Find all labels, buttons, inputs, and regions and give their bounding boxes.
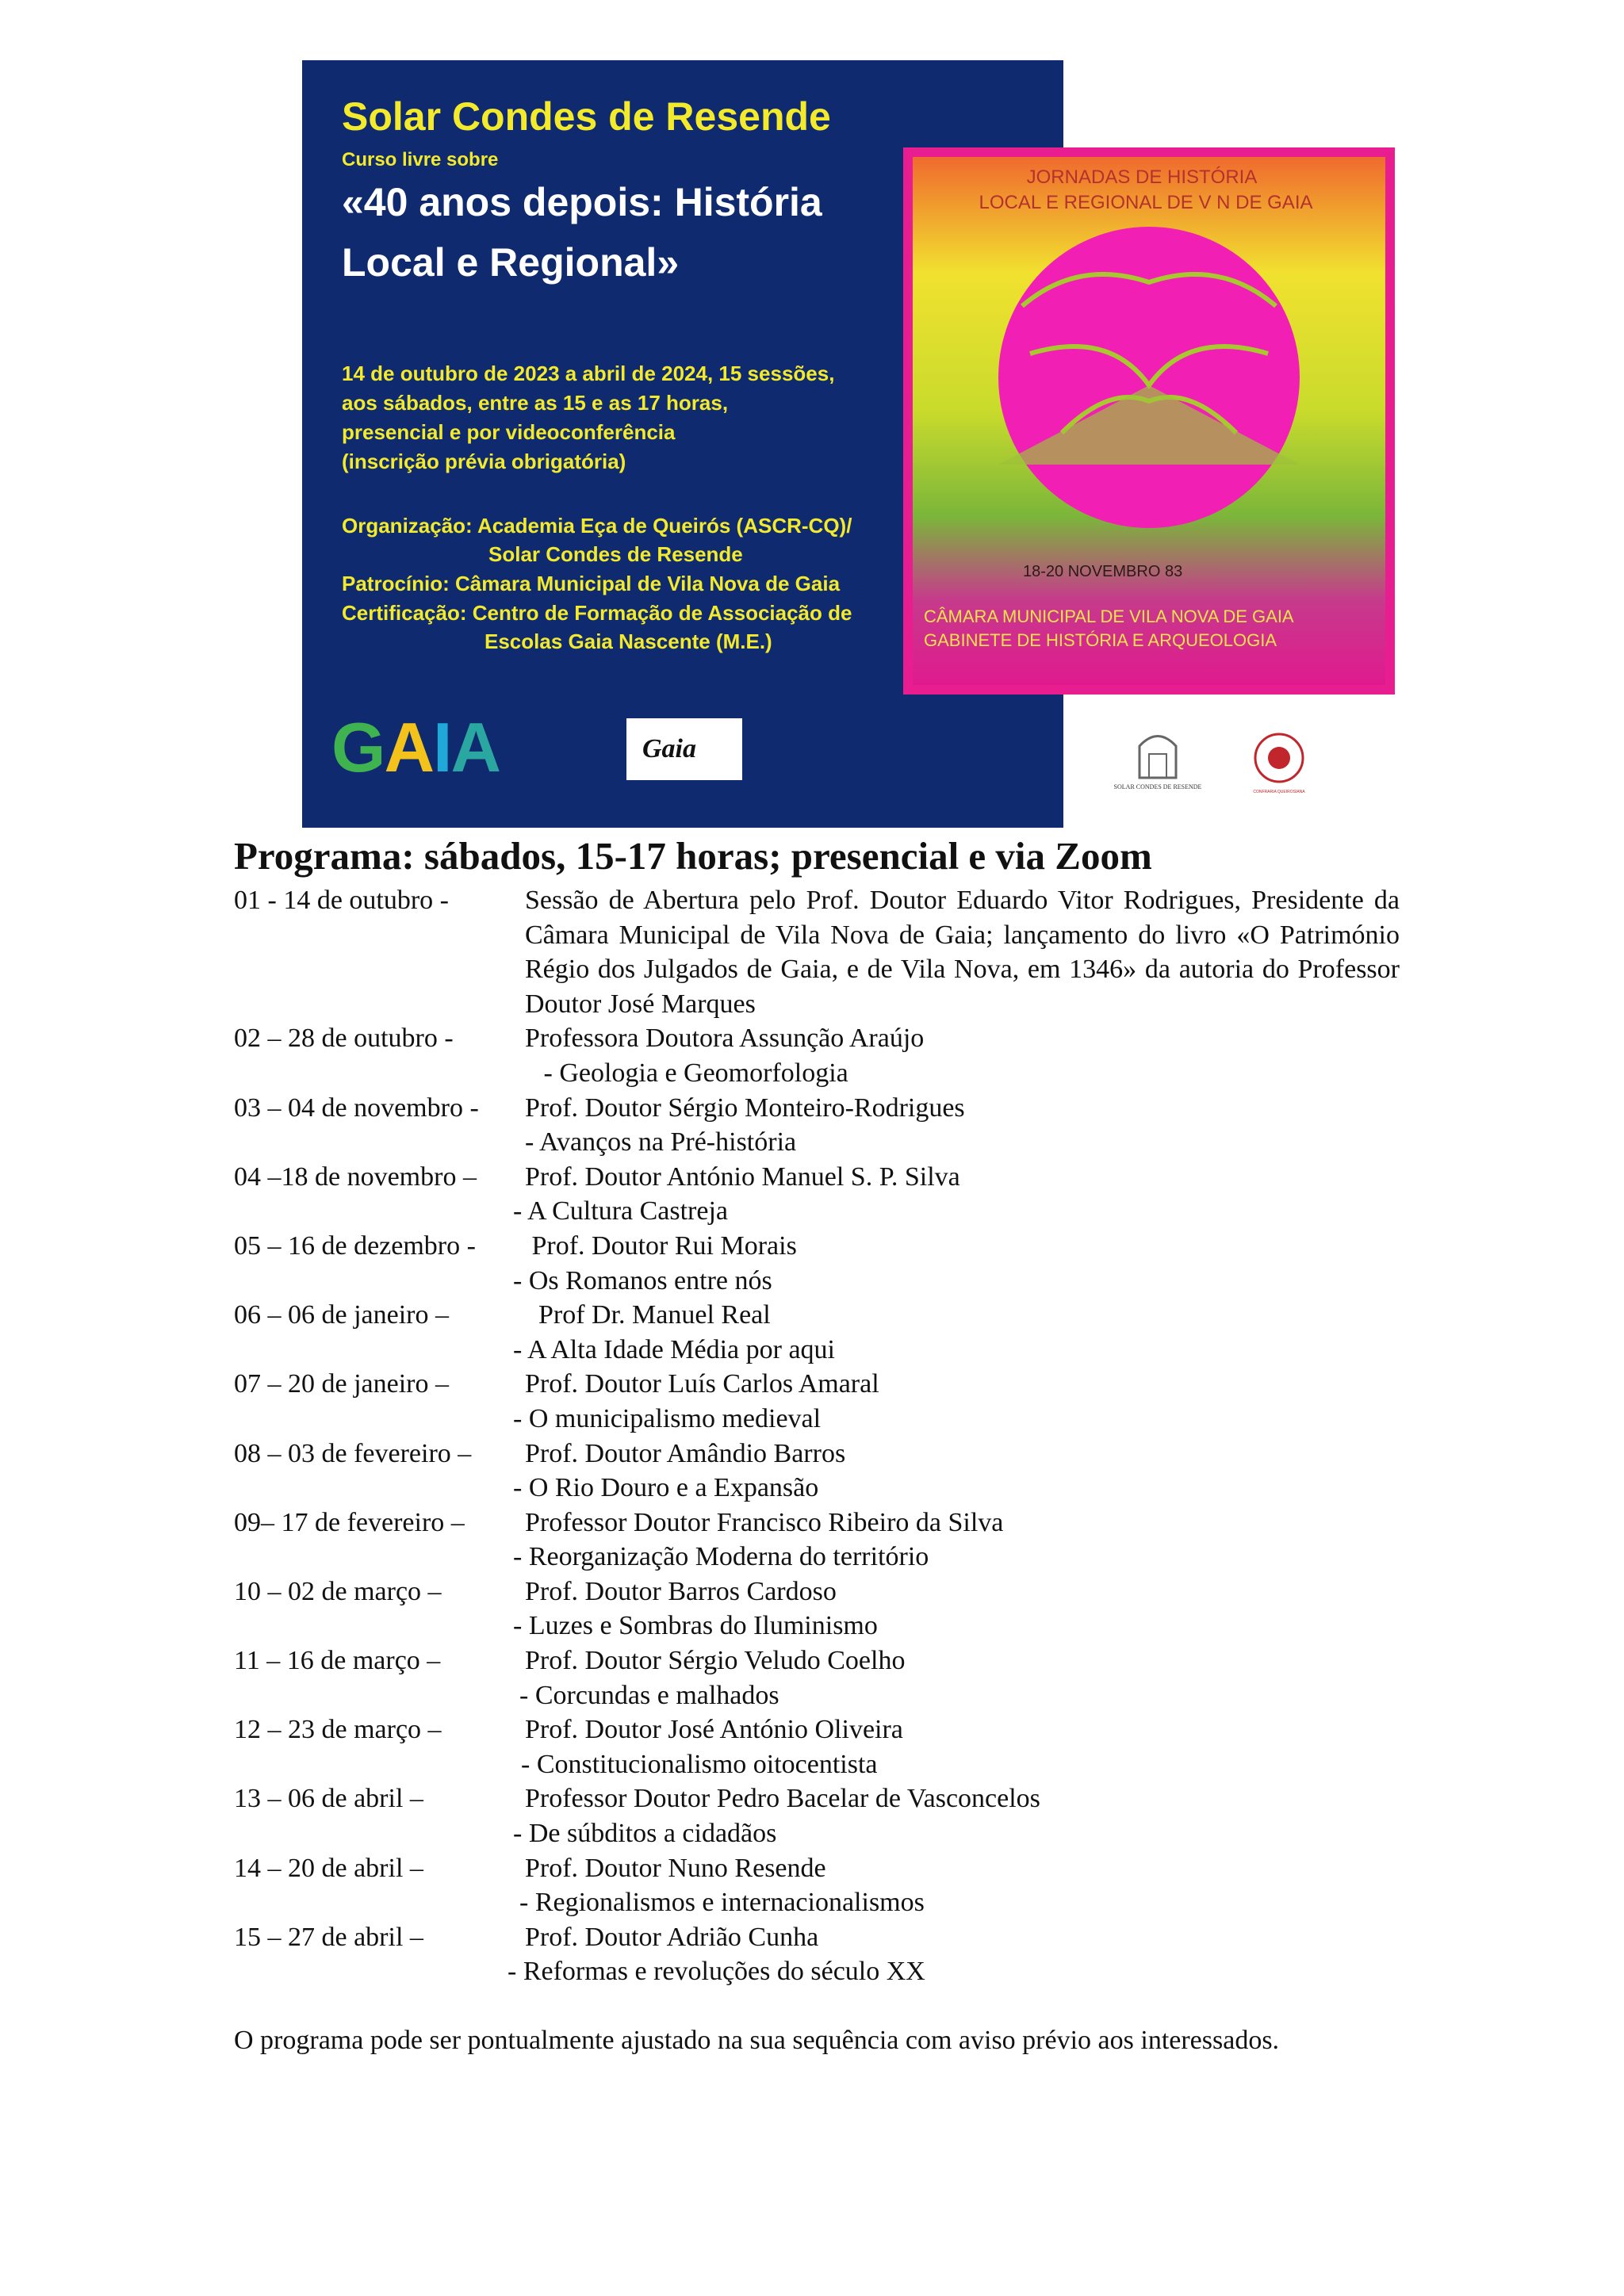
session-date: 13 – 06 de abril – (234, 1784, 423, 1814)
session-speaker: Professor Doutor Pedro Bacelar de Vasconcelos (525, 1784, 1040, 1814)
session-topic: - O Rio Douro e a Expansão (513, 1473, 819, 1503)
session-speaker: Prof. Doutor Amândio Barros (525, 1438, 846, 1468)
session-row (234, 1781, 1400, 1850)
session-speaker: Prof. Doutor António Manuel S. P. Silva (525, 1161, 960, 1192)
session-row (234, 1367, 1400, 1436)
session-row (234, 1160, 1400, 1229)
flyer-subtitle: Curso livre sobre (342, 149, 499, 170)
session-speaker: Prof. Doutor Sérgio Veludo Coelho (525, 1646, 906, 1676)
session-row (234, 1712, 1400, 1781)
session-date: 06 – 06 de janeiro – (234, 1300, 449, 1330)
session-speaker: Prof. Doutor Adrião Cunha (525, 1922, 819, 1952)
confraria-queirosiana-logo: CONFRARIA QUEIROSIANA (1246, 718, 1312, 798)
session-row (234, 1437, 1400, 1506)
session-speaker: Prof. Doutor Barros Cardoso (525, 1576, 837, 1606)
flyer-title: Solar Condes de Resende (342, 94, 831, 139)
session-date: 02 – 28 de outubro - (234, 1024, 454, 1054)
session-date: 15 – 27 de abril – (234, 1922, 423, 1952)
session-date: 03 – 04 de novembro - (234, 1093, 479, 1123)
session-row (234, 1575, 1400, 1644)
solar-condes-logo: SOLAR CONDES DE RESENDE (1100, 718, 1216, 798)
program-section (234, 834, 1400, 2058)
program-note: O programa pode ser pontualmente ajustado na sua sequência com aviso prévio aos interessados. (234, 2026, 1280, 2055)
session-row (234, 1021, 1400, 1090)
poster-bottom-line1: CÂMARA MUNICIPAL DE VILA NOVA DE GAIA (924, 607, 1294, 626)
pink-globe-shape (998, 227, 1300, 528)
session-topic: - De súbditos a cidadãos (513, 1819, 777, 1849)
session-speaker: Professora Doutora Assunção Araújo (525, 1024, 925, 1054)
poster-top-line2: LOCAL E REGIONAL DE V N DE GAIA (979, 192, 1313, 213)
flyer-credit-line: Organização: Academia Eça de Queirós (ASCR-CQ)/ (342, 514, 852, 538)
session-date: 07 – 20 de janeiro – (234, 1369, 449, 1399)
session-speaker: Prof. Doutor Nuno Resende (525, 1853, 826, 1883)
gaia-logo: GAIA (331, 708, 500, 786)
poster-bottom-line2: GABINETE DE HISTÓRIA E ARQUEOLOGIA (924, 630, 1277, 650)
session-row (234, 1644, 1400, 1712)
session-speaker: Professor Doutor Francisco Ribeiro da Silva (525, 1507, 1004, 1537)
session-date: 12 – 23 de março – (234, 1715, 442, 1745)
session-row (234, 1229, 1400, 1298)
session-date: 10 – 02 de março – (234, 1576, 442, 1606)
poster-top-line1: JORNADAS DE HISTÓRIA (1026, 166, 1258, 188)
flyer-course-title-line1: «40 anos depois: História (342, 180, 822, 224)
session-list (234, 883, 1400, 1989)
session-date: 08 – 03 de fevereiro – (234, 1438, 472, 1468)
session-date: 04 –18 de novembro – (234, 1161, 477, 1192)
flyer-course-title-line2: Local e Regional» (342, 240, 680, 285)
session-topic: - Regionalismos e internacionalismos (519, 1888, 925, 1918)
session-topic: - Geologia e Geomorfologia (537, 1058, 848, 1088)
flyer-detail-line: 14 de outubro de 2023 a abril de 2024, 15 sessões, (342, 362, 835, 385)
session-date: 11 – 16 de março – (234, 1646, 441, 1676)
flyer-credit-line: Escolas Gaia Nascente (M.E.) (485, 629, 772, 653)
session-speaker: Prof. Doutor José António Oliveira (525, 1715, 903, 1745)
session-speaker: Prof. Doutor Luís Carlos Amaral (525, 1369, 879, 1399)
session-topic: - Corcundas e malhados (519, 1680, 779, 1710)
session-speaker: Prof Dr. Manuel Real (525, 1300, 771, 1330)
session-date: 05 – 16 de dezembro - (234, 1230, 476, 1261)
session-row (234, 1091, 1400, 1160)
session-topic: - Reformas e revoluções do século XX (508, 1957, 925, 1987)
poster-dates: 18-20 NOVEMBRO 83 (1023, 563, 1183, 580)
flyer-detail-line: (inscrição prévia obrigatória) (342, 450, 626, 473)
flyer-credit-line: Solar Condes de Resende (488, 542, 743, 566)
session-date: 14 – 20 de abril – (234, 1853, 423, 1883)
session-speaker: Prof. Doutor Rui Morais (525, 1230, 797, 1261)
flyer-credit-line: Patrocínio: Câmara Municipal de Vila Nova de Gaia (342, 572, 841, 595)
session-topic: - A Cultura Castreja (513, 1196, 729, 1226)
session-row (234, 1506, 1400, 1575)
session-date: 09– 17 de fevereiro – (234, 1507, 465, 1537)
session-row (234, 1920, 1400, 1989)
session-topic: - O municipalismo medieval (513, 1403, 822, 1433)
program-heading: Programa: sábados, 15-17 horas; presencial e via Zoom (234, 834, 1152, 878)
session-topic: - Reorganização Moderna do território (513, 1542, 929, 1572)
session-speaker: Prof. Doutor Sérgio Monteiro-Rodrigues (525, 1093, 965, 1123)
session-topic: - Os Romanos entre nós (513, 1265, 772, 1295)
session-date: 01 - 14 de outubro - (234, 886, 450, 915)
flyer-credit-line: Certificação: Centro de Formação de Associação de (342, 601, 852, 625)
session-description: Sessão de Abertura pelo Prof. Doutor Eduardo Vitor Rodrigues, Presidente da Câmara Municipal de Vila Nova de Gaia; lançamento do livro «O Património Régio dos Julgados de Gaia, e de Vila Nova, em 1346» da autoria do Professor Doutor José Marques (525, 886, 1400, 1019)
session-row (234, 883, 1400, 1021)
session-row (234, 1298, 1400, 1367)
session-topic: - Luzes e Sombras do Iluminismo (513, 1611, 878, 1641)
flyer-detail-line: aos sábados, entre as 15 e as 17 horas, (342, 391, 729, 415)
session-topic: - A Alta Idade Média por aqui (513, 1334, 836, 1364)
session-row (234, 1851, 1400, 1920)
flyer-detail-line: presencial e por videoconferência (342, 420, 676, 444)
session-topic: - Constitucionalismo oitocentista (521, 1749, 878, 1779)
gaia-small-logo: Gaia (626, 718, 742, 780)
session-topic: - Avanços na Pré-história (525, 1127, 797, 1158)
